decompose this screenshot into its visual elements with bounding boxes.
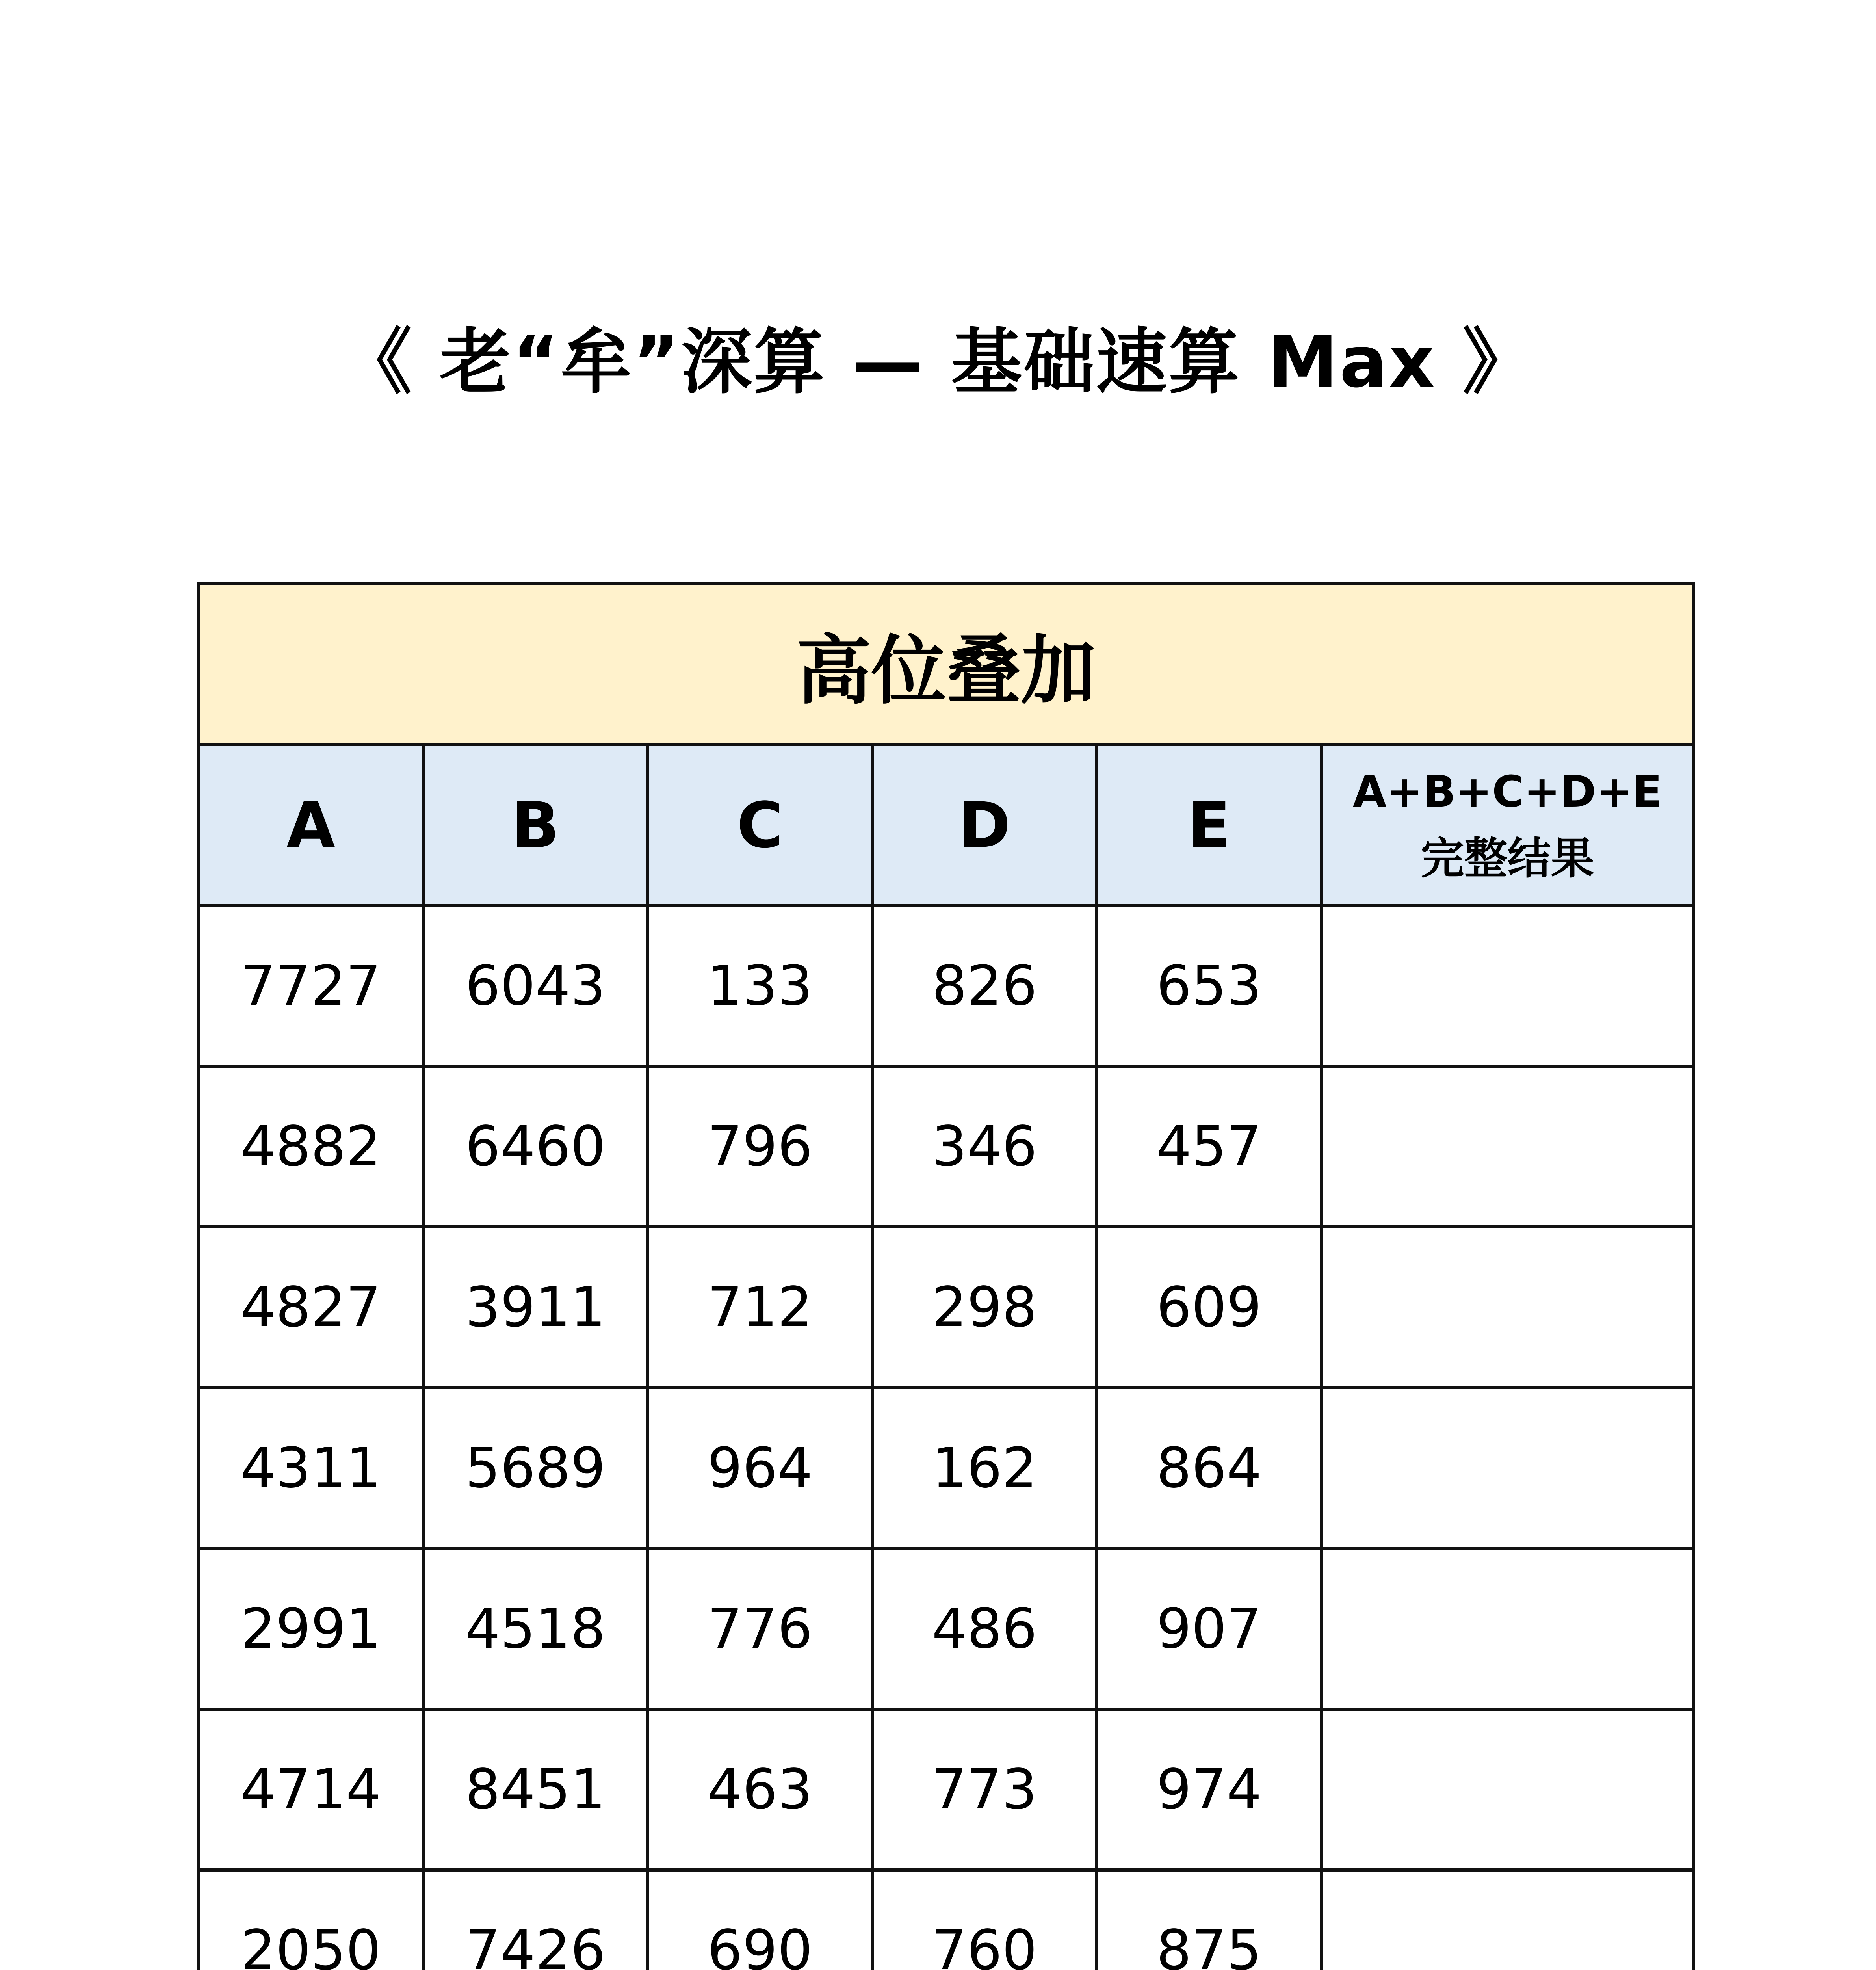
table-row <box>199 1066 1694 1227</box>
number-cell: 3911 <box>423 1227 648 1388</box>
number-cell: 864 <box>1097 1388 1321 1548</box>
answer-cell[interactable] <box>1321 1227 1694 1388</box>
number-cell: 2050 <box>199 1870 423 1970</box>
number-cell: 2991 <box>199 1548 423 1709</box>
column-header-c: C <box>648 745 872 905</box>
number-cell: 6043 <box>423 905 648 1066</box>
column-header-b: B <box>423 745 648 905</box>
number-cell: 346 <box>872 1066 1097 1227</box>
answer-cell[interactable] <box>1321 905 1694 1066</box>
answer-cell[interactable] <box>1321 1870 1694 1970</box>
number-cell: 486 <box>872 1548 1097 1709</box>
column-header-d: D <box>872 745 1097 905</box>
answer-cell[interactable] <box>1321 1388 1694 1548</box>
number-cell: 712 <box>648 1227 872 1388</box>
result-header-line2: 完整结果 <box>1421 833 1594 884</box>
number-cell: 875 <box>1097 1870 1321 1970</box>
column-header-e: E <box>1097 745 1321 905</box>
number-cell: 457 <box>1097 1066 1321 1227</box>
table-row <box>199 905 1694 1066</box>
number-cell: 7727 <box>199 905 423 1066</box>
number-cell: 8451 <box>423 1709 648 1870</box>
banner-row <box>199 584 1694 745</box>
number-cell: 4311 <box>199 1388 423 1548</box>
number-cell: 826 <box>872 905 1097 1066</box>
number-cell: 7426 <box>423 1870 648 1970</box>
number-cell: 796 <box>648 1066 872 1227</box>
table-row <box>199 1388 1694 1548</box>
number-cell: 162 <box>872 1388 1097 1548</box>
page-title: 《 老“牟”深算 — 基础速算 Max 》 <box>341 321 1535 403</box>
result-header <box>1321 745 1694 905</box>
result-header-line1: A+B+C+D+E <box>1353 766 1662 817</box>
number-cell: 133 <box>648 905 872 1066</box>
table-row <box>199 1870 1694 1970</box>
header-row <box>199 745 1694 905</box>
section-title: 高位叠加 <box>199 584 1694 745</box>
number-cell: 907 <box>1097 1548 1321 1709</box>
table-row <box>199 1709 1694 1870</box>
number-cell: 4827 <box>199 1227 423 1388</box>
number-cell: 773 <box>872 1709 1097 1870</box>
answer-cell[interactable] <box>1321 1709 1694 1870</box>
number-cell: 974 <box>1097 1709 1321 1870</box>
number-cell: 4518 <box>423 1548 648 1709</box>
answer-cell[interactable] <box>1321 1548 1694 1709</box>
number-cell: 653 <box>1097 905 1321 1066</box>
number-cell: 463 <box>648 1709 872 1870</box>
number-cell: 609 <box>1097 1227 1321 1388</box>
number-cell: 5689 <box>423 1388 648 1548</box>
number-cell: 964 <box>648 1388 872 1548</box>
number-cell: 6460 <box>423 1066 648 1227</box>
number-cell: 298 <box>872 1227 1097 1388</box>
column-header-a: A <box>199 745 423 905</box>
table-row <box>199 1227 1694 1388</box>
number-cell: 4882 <box>199 1066 423 1227</box>
number-cell: 760 <box>872 1870 1097 1970</box>
number-cell: 4714 <box>199 1709 423 1870</box>
number-cell: 776 <box>648 1548 872 1709</box>
worksheet-table <box>197 582 1695 1970</box>
table-row <box>199 1548 1694 1709</box>
number-cell: 690 <box>648 1870 872 1970</box>
answer-cell[interactable] <box>1321 1066 1694 1227</box>
